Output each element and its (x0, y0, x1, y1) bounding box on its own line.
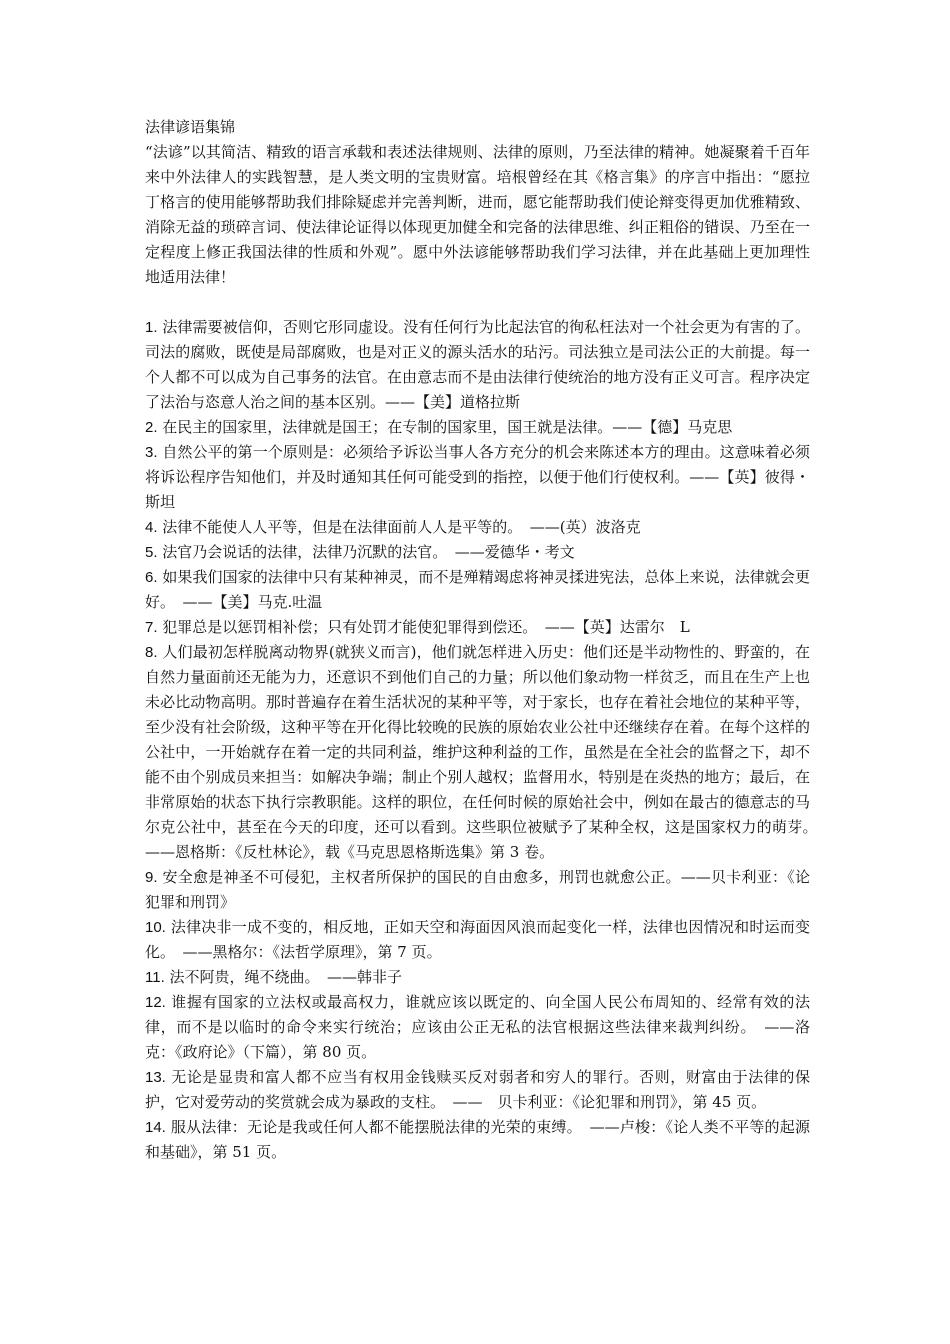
item-text: 犯罪总是以惩罚相补偿；只有处罚才能使犯罪得到偿还。 ——【英】达雷尔 L (157, 618, 690, 636)
list-item (145, 540, 810, 565)
item-text: 法官乃会说话的法律，法律乃沉默的法官。 ——爱德华・考文 (157, 543, 575, 561)
item-number: 1. (145, 319, 158, 336)
list-item (145, 965, 810, 990)
item-text: 法律需要被信仰，否则它形同虚设。没有任何行为比起法官的徇私枉法对一个社会更为有害的了。司法的腐败，既使是局部腐败，也是对正义的源头活水的玷污。司法独立是司法公正的大前提。每一个人都不可以成为自己事务的法官。在由意志而不是由法律行使统治的地方没有正义可言。程序决定了法治与恣意人治之间的基本区别。——【美】道格拉斯 (145, 318, 810, 411)
item-text: 人们最初怎样脱离动物界(就狭义而言)，他们就怎样进入历史：他们还是半动物性的、野蛮的，在自然力量面前还无能为力，还意识不到他们自己的力量；所以他们象动物一样贫乏，而且在生产上也未必比动物高明。那时普遍存在着生活状况的某种平等，对于家长，也存在着社会地位的某种平等，至少没有社会阶级，这种平等在开化得比较晚的民族的原始农业公社中还继续存在着。在每个这样的公社中，一开始就存在着一定的共同利益，维护这种利益的工作，虽然是在全社会的监督之下，却不能不由个别成员来担当：如解决争端；制止个别人越权；监督用水，特别是在炎热的地方；最后，在非常原始的状态下执行宗教职能。这样的职位，在任何时候的原始社会中，例如在最古的德意志的马尔克公社中，甚至在今天的印度，还可以看到。这些职位被赋予了某种全权，这是国家权力的萌芽。 ——恩格斯：《反杜林论》，载《马克思恩格斯选集》第 3 卷。 (145, 643, 826, 861)
list-item (145, 515, 810, 540)
proverb-list (145, 315, 826, 1165)
list-item (145, 440, 810, 515)
item-text: 在民主的国家里，法律就是国王；在专制的国家里，国王就是法律。——【德】马克思 (157, 418, 733, 436)
list-item (145, 615, 810, 640)
item-number: 14. (145, 1119, 166, 1136)
item-text: 谁握有国家的立法权或最高权力，谁就应该以既定的、向全国人民公布周知的、经常有效的法律，而不是以临时的命令来实行统治；应该由公正无私的法官根据这些法律来裁判纠纷。 ——洛克：《政府论》（下篇），第 80 页。 (145, 993, 810, 1061)
list-item (145, 915, 810, 965)
list-item (145, 1065, 810, 1115)
item-text: 法律不能使人人平等，但是在法律面前人人是平等的。 ——(英）波洛克 (157, 518, 641, 536)
item-number: 10. (145, 919, 166, 936)
item-number: 6. (145, 569, 158, 586)
item-text: 自然公平的第一个原则是：必须给予诉讼当事人各方充分的机会来陈述本方的理由。这意味着必须将诉讼程序告知他们，并及时通知其任何可能受到的指控，以便于他们行使权利。——【英】彼得・斯坦 (145, 443, 810, 511)
document-body (145, 115, 826, 1165)
list-item (145, 315, 810, 415)
item-text: 服从法律：无论是我或任何人都不能摆脱法律的光荣的束缚。 ——卢梭：《论人类不平等的起源和基础》，第 51 页。 (145, 1118, 810, 1161)
list-item (145, 415, 810, 440)
item-text: 安全愈是神圣不可侵犯，主权者所保护的国民的自由愈多，刑罚也就愈公正。——贝卡利亚：《论犯罪和刑罚》 (145, 868, 810, 911)
item-text: 无论是显贵和富人都不应当有权用金钱赎买反对弱者和穷人的罪行。否则，财富由于法律的保护，它对爱劳动的奖赏就会成为暴政的支柱。 —— 贝卡利亚：《论犯罪和刑罚》，第 45 页。 (145, 1068, 810, 1111)
item-number: 3. (145, 444, 158, 461)
document-title: 法律谚语集锦 (145, 118, 236, 136)
list-item (145, 640, 826, 865)
intro-paragraph: “法谚”以其简洁、精致的语言承载和表述法律规则、法律的原则，乃至法律的精神。她凝聚着千百年来中外法律人的实践智慧，是人类文明的宝贵财富。培根曾经在其《格言集》的序言中指出：“愿拉丁格言的使用能够帮助我们排除疑虑并完善判断，进而，愿它能帮助我们使论辩变得更加优雅精致、消除无益的琐碎言词、使法律论证得以体现更加健全和完备的法律思维、纠正粗俗的错误、乃至在一定程度上修正我国法律的性质和外观”。愿中外法谚能够帮助我们学习法律，并在此基础上更加理性地适用法律！ (145, 143, 810, 286)
item-number: 2. (145, 419, 158, 436)
item-number: 8. (145, 644, 158, 661)
item-number: 9. (145, 869, 158, 886)
list-item (145, 565, 810, 615)
item-text: 法律决非一成不变的，相反地，正如天空和海面因风浪而起变化一样，法律也因情况和时运而变化。 ——黑格尔：《法哲学原理》，第 7 页。 (145, 918, 810, 961)
item-number: 7. (145, 619, 158, 636)
item-number: 4. (145, 519, 158, 536)
list-item (145, 865, 810, 915)
item-number: 5. (145, 544, 158, 561)
list-item (145, 990, 810, 1065)
item-number: 12. (145, 994, 166, 1011)
list-item (145, 1115, 810, 1165)
item-number: 13. (145, 1069, 166, 1086)
item-text: 如果我们国家的法律中只有某种神灵，而不是殚精竭虑将神灵揉进宪法，总体上来说，法律就会更好。 ——【美】马克.吐温 (145, 568, 810, 611)
item-text: 法不阿贵，绳不绕曲。 ——韩非子 (164, 968, 403, 986)
item-number: 11. (145, 969, 165, 986)
